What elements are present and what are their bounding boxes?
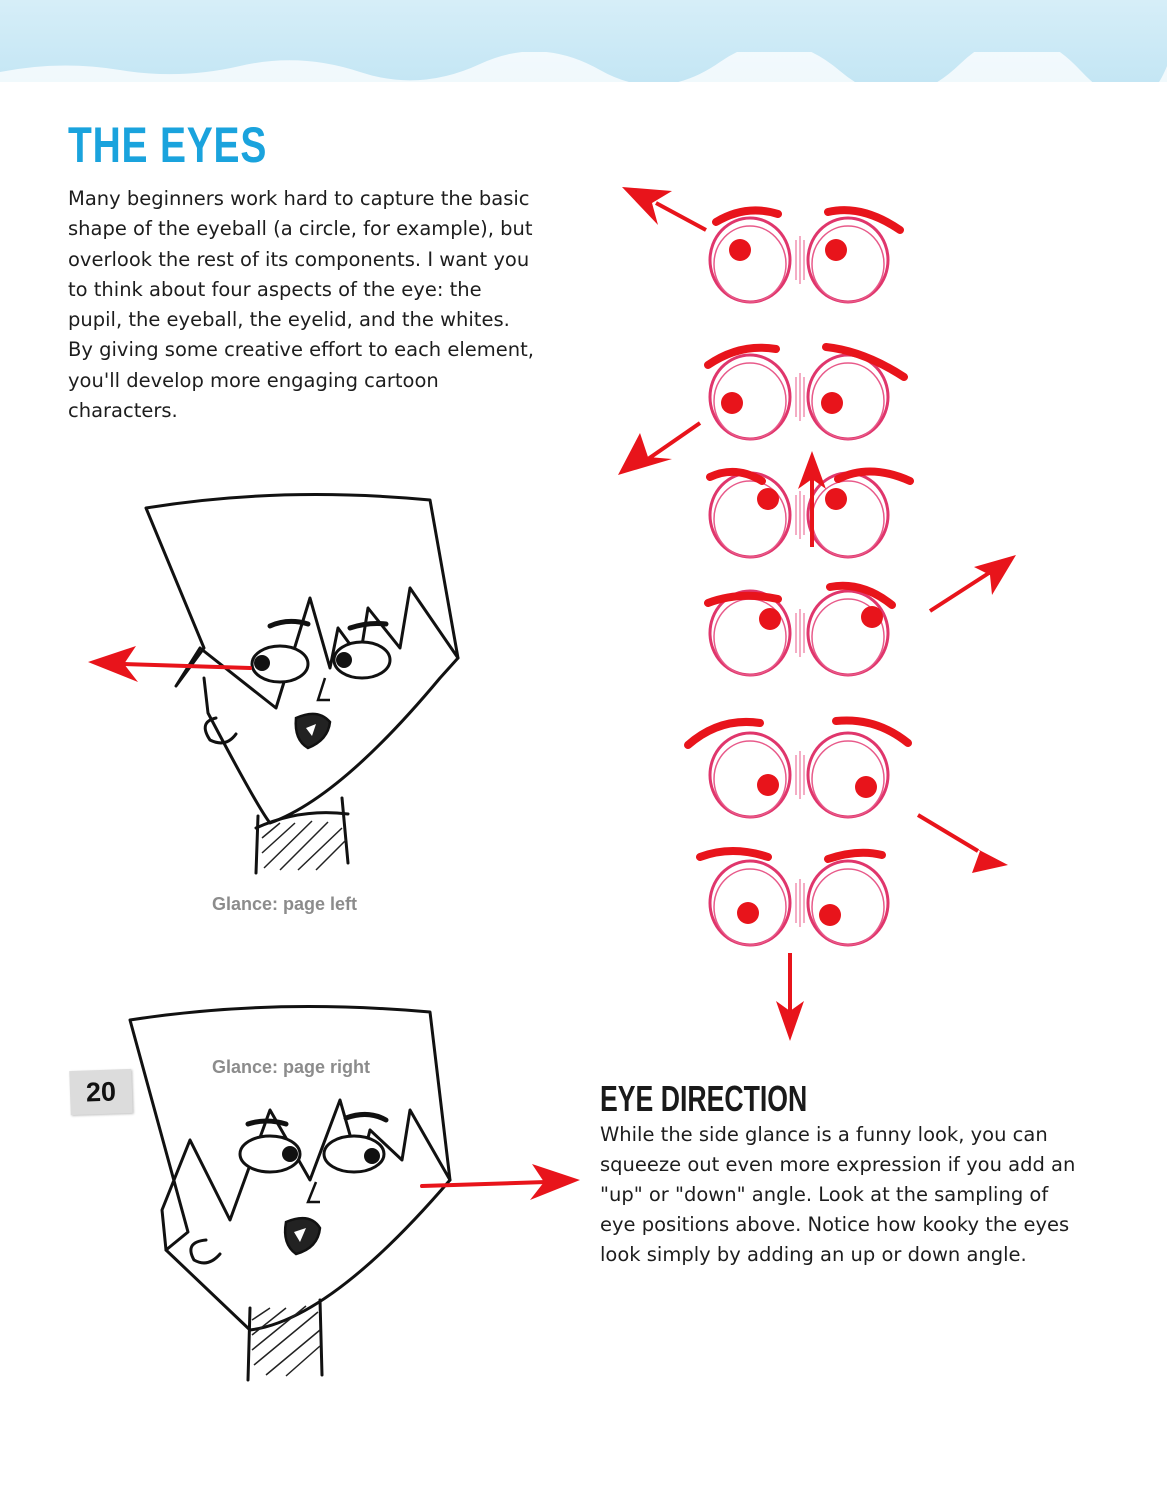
- arrow-right-icon: [418, 1158, 583, 1208]
- face-glance-right-illustration: [110, 990, 470, 1390]
- eye-direction-sampling-illustration: [600, 175, 1040, 1055]
- arrow-left-icon: [84, 640, 254, 690]
- caption-glance-left: Glance: page left: [212, 894, 358, 914]
- page-title: THE EYES: [68, 117, 268, 173]
- top-decorative-band: [0, 0, 1167, 82]
- eye-direction-paragraph: While the side glance is a funny look, you can squeeze out even more expression if you add an "up" or "down" angle. Look at the sampling of eye positions above. Notice how kooky the eyes look simply by adding an up or down angle.: [600, 1123, 1076, 1266]
- intro-paragraph: Many beginners work hard to capture the basic shape of the eyeball (a circle, for example), but overlook the rest of its components. I want you to think about four aspects of the eye: the pupil, the eyeball, the eyelid, and the whites. By giving some creative effort to each element, you'll develop more engaging cartoon characters.: [68, 187, 534, 423]
- caption-glance-right: Glance: page right: [212, 1057, 371, 1077]
- page-number: 20: [85, 1075, 117, 1108]
- page-number-badge: [69, 1069, 132, 1115]
- eye-direction-heading: EYE DIRECTION: [600, 1078, 808, 1119]
